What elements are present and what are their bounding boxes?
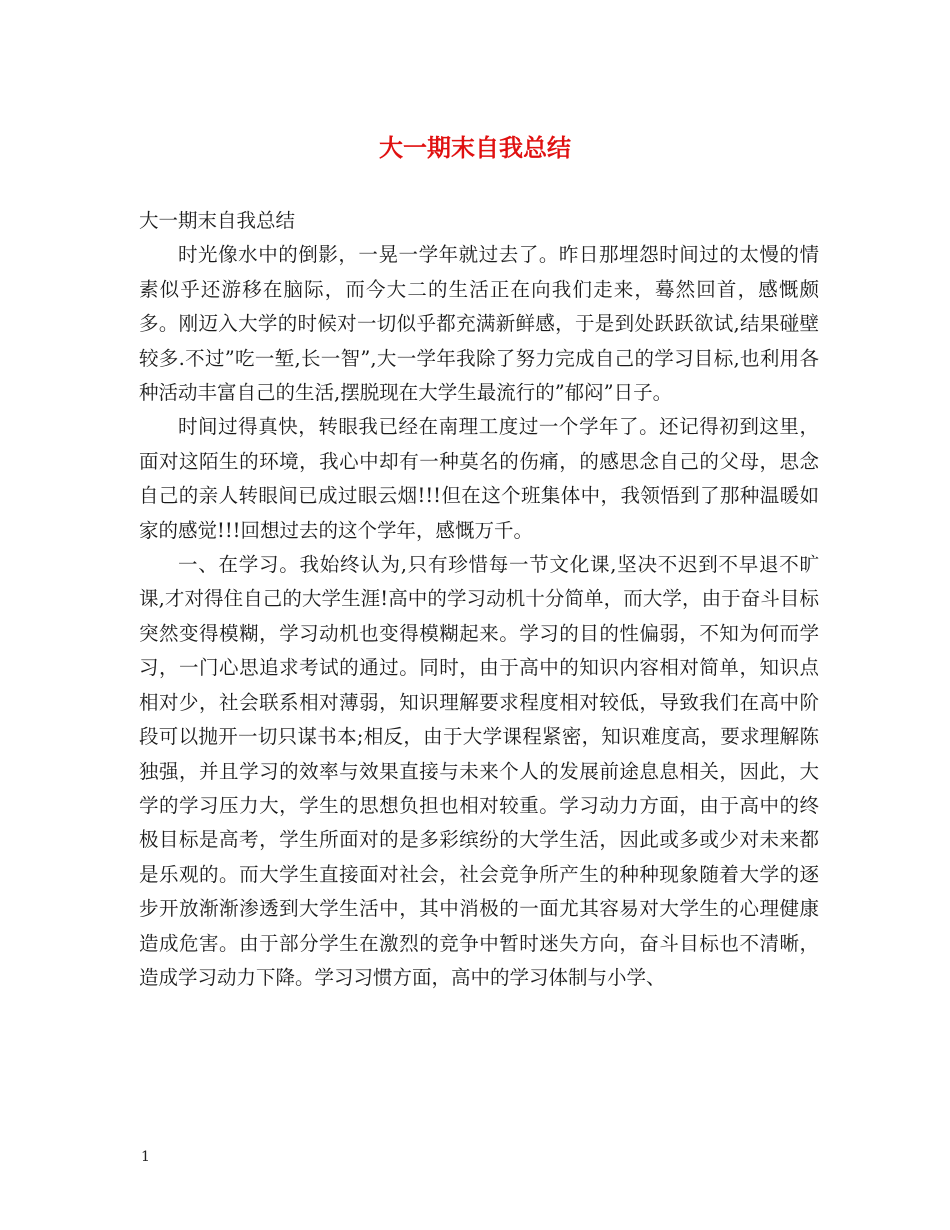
page-number: 1: [141, 1149, 150, 1165]
document-title: 大一期末自我总结: [379, 134, 571, 162]
paragraph-2: 时间过得真快，转眼我已经在南理工度过一个学年了。还记得初到这里，面对这陌生的环境，我心中却有一种莫名的伤痛，的感思念自己的父母，思念自己的亲人转眼间已成过眼云烟!!!但在这个班集体中，我领悟到了那种温暖如家的感觉!!!回想过去的这个学年，感慨万千。: [139, 415, 819, 542]
paragraph-3: 一、在学习。我始终认为,只有珍惜每一节文化课,坚决不迟到不早退不旷课,才对得住自己的大学生涯!高中的学习动机十分简单，而大学，由于奋斗目标突然变得模糊，学习动机也变得模糊起来。学习的目的性偏弱，不知为何而学习，一门心思追求考试的通过。同时，由于高中的知识内容相对简单，知识点相对少，社会联系相对薄弱，知识理解要求程度相对较低，导致我们在高中阶段可以抛开一切只谋书本;相反，由于大学课程紧密，知识难度高，要求理解陈独强，并且学习的效率与效果直接与未来个人的发展前途息息相关，因此，大学的学习压力大，学生的思想负担也相对较重。学习动力方面，由于高中的终极目标是高考，学生所面对的是多彩缤纷的大学生活，因此或多或少对未来都是乐观的。而大学生直接面对社会，社会竞争所产生的种种现象随着大学的逐步开放渐渐渗透到大学生活中，其中消极的一面尤其容易对大学生的心理健康造成危害。由于部分学生在激烈的竞争中暂时迷失方向，奋斗目标也不清晰，造成学习动力下降。学习习惯方面，高中的学习体制与小学、: [139, 553, 819, 989]
paragraph-1: 时光像水中的倒影，一晃一学年就过去了。昨日那埋怨时间过的太慢的情素似乎还游移在脑际，而今大二的生活正在向我们走来，蓦然回首，感慨颇多。刚迈入大学的时候对一切似乎都充满新鲜感，于是到处跃跃欲试,结果碰壁较多.不过”吃一堑,长一智”,大一学年我除了努力完成自己的学习目标,也利用各种活动丰富自己的生活,摆脱现在大学生最流行的”郁闷”日子。: [139, 243, 819, 405]
document-body: [139, 204, 819, 995]
document-subtitle: 大一期末自我总结: [139, 209, 296, 232]
